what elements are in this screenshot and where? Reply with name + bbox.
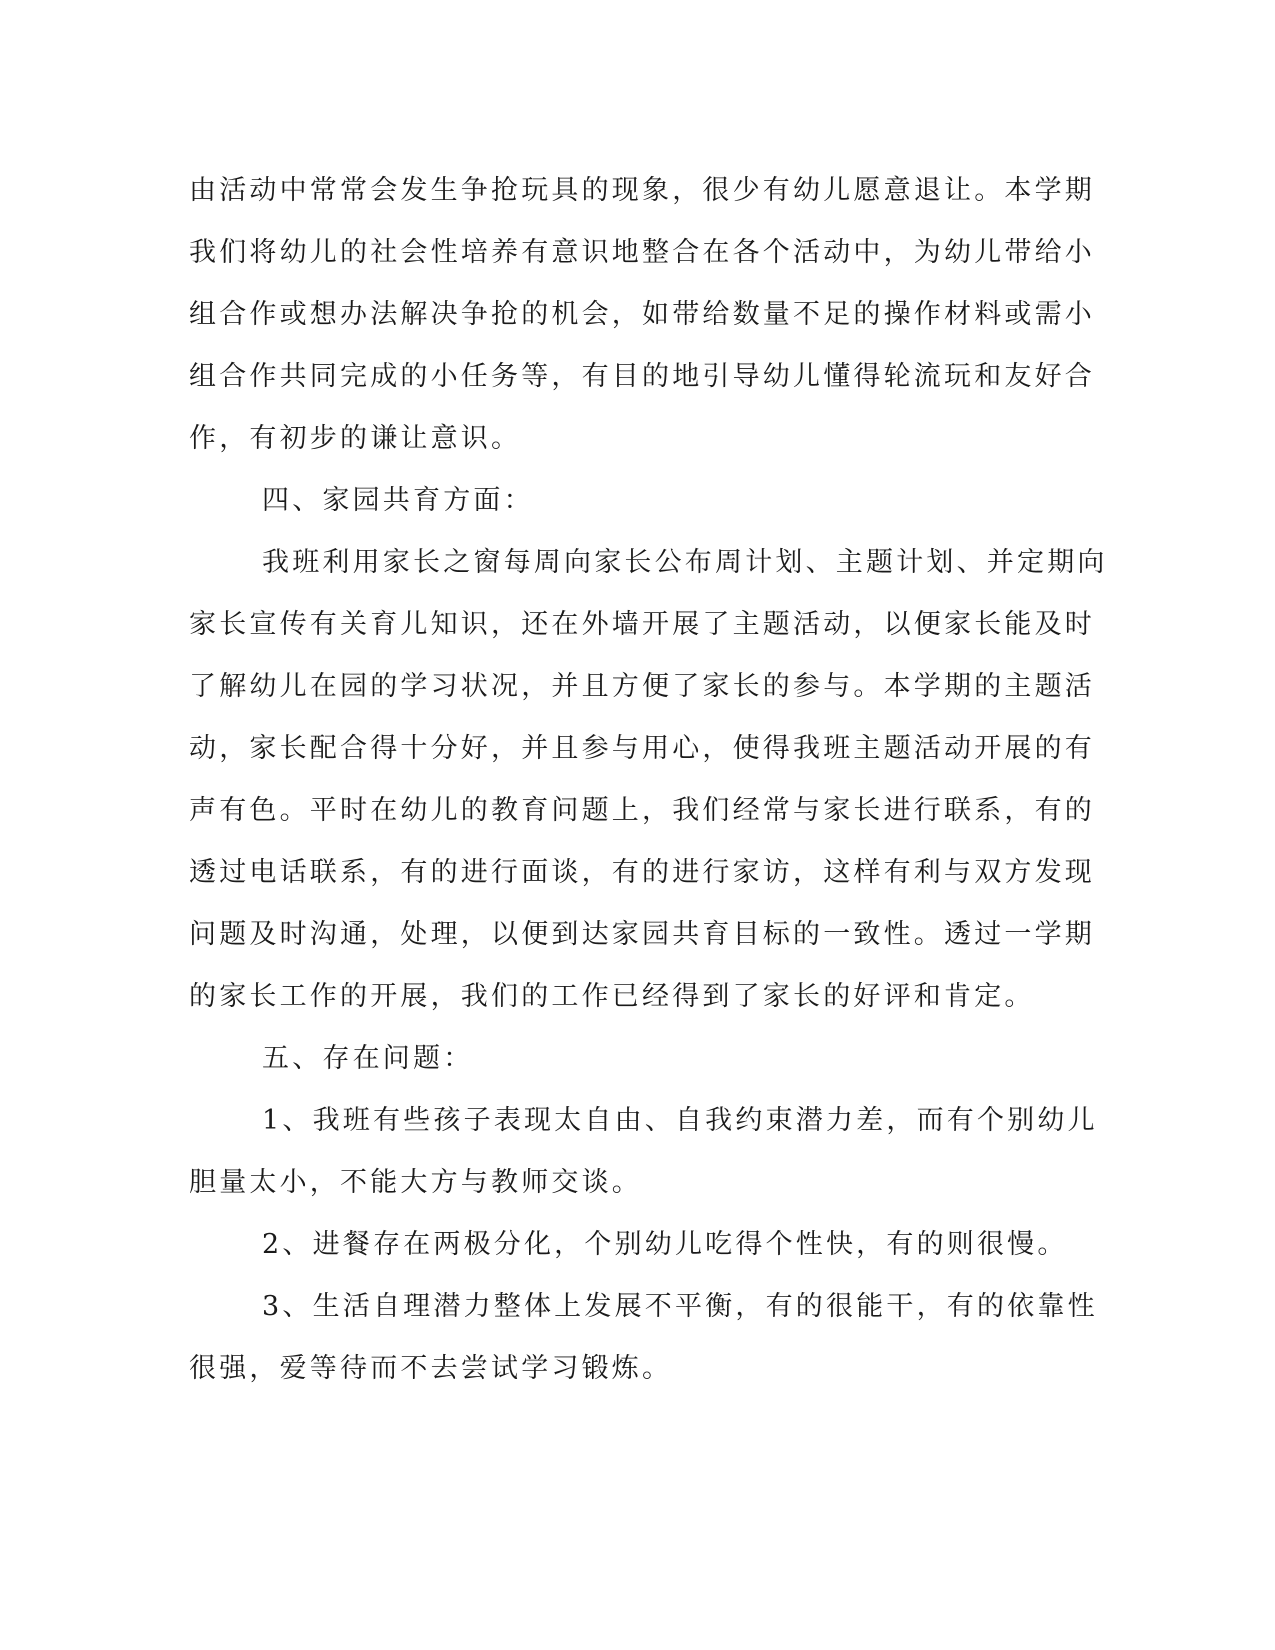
text-line-11: 声有色。平时在幼儿的教育问题上，我们经常与家长进行联系，有的 [189, 795, 1095, 826]
text-line-8: 家长宣传有关育儿知识，还在外墙开展了主题活动，以便家长能及时 [189, 609, 1095, 640]
list-item-1-continued: 胆量太小，不能大方与教师交谈。 [189, 1167, 642, 1198]
text-line-1: 由活动中常常会发生争抢玩具的现象，很少有幼儿愿意退让。本学期 [189, 175, 1095, 206]
section-heading-problems: 五、存在问题： [262, 1043, 474, 1074]
text-line-12: 透过电话联系，有的进行面谈，有的进行家访，这样有利与双方发现 [189, 857, 1095, 888]
text-line-9: 了解幼儿在园的学习状况，并且方便了家长的参与。本学期的主题活 [189, 671, 1095, 702]
list-item-2: 2、进餐存在两极分化，个别幼儿吃得个性快，有的则很慢。 [262, 1229, 1068, 1260]
text-line-14: 的家长工作的开展，我们的工作已经得到了家长的好评和肯定。 [189, 981, 1035, 1012]
list-item-1: 1、我班有些孩子表现太自由、自我约束潜力差，而有个别幼儿 [262, 1105, 1098, 1136]
text-line-10: 动，家长配合得十分好，并且参与用心，使得我班主题活动开展的有 [189, 733, 1095, 764]
section-heading-home-school: 四、家园共育方面： [262, 485, 534, 516]
text-line-7: 我班利用家长之窗每周向家长公布周计划、主题计划、并定期向 [262, 547, 1108, 578]
list-item-3-continued: 很强，爱等待而不去尝试学习锻炼。 [189, 1353, 673, 1384]
text-line-4: 组合作共同完成的小任务等，有目的地引导幼儿懂得轮流玩和友好合 [189, 361, 1095, 392]
text-line-2: 我们将幼儿的社会性培养有意识地整合在各个活动中，为幼儿带给小 [189, 237, 1095, 268]
list-item-3: 3、生活自理潜力整体上发展不平衡，有的很能干，有的依靠性 [262, 1291, 1098, 1322]
text-line-3: 组合作或想办法解决争抢的机会，如带给数量不足的操作材料或需小 [189, 299, 1095, 330]
document-body [189, 160, 1108, 1400]
text-line-13: 问题及时沟通，处理，以便到达家园共育目标的一致性。透过一学期 [189, 919, 1095, 950]
text-line-5: 作，有初步的谦让意识。 [189, 423, 522, 454]
